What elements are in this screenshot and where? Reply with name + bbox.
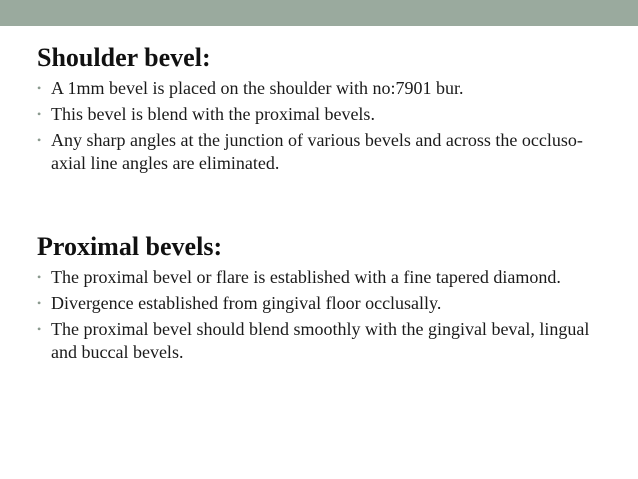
bullet-icon: • xyxy=(37,81,42,95)
bullet-icon: • xyxy=(37,107,42,121)
section-heading: Shoulder bevel: xyxy=(37,43,211,72)
bullet-item xyxy=(37,77,617,100)
bullet-text: Divergence established from gingival floor occlusally. xyxy=(51,293,442,313)
bullet-text: This bevel is blend with the proximal bevels. xyxy=(51,104,375,124)
bullet-text: The proximal bevel or flare is established with a fine tapered diamond. xyxy=(51,267,561,287)
bullet-item xyxy=(37,129,617,175)
section-proximal-bevels xyxy=(37,231,617,364)
section-heading: Proximal bevels: xyxy=(37,232,223,261)
bullet-item xyxy=(37,103,617,126)
bullet-icon: • xyxy=(37,296,42,310)
bullet-icon: • xyxy=(37,270,42,284)
bullet-icon: • xyxy=(37,322,42,336)
section-shoulder-bevel xyxy=(37,42,617,175)
slide-content xyxy=(37,42,617,364)
bullet-item xyxy=(37,318,617,364)
bullet-item xyxy=(37,292,617,315)
bullet-list xyxy=(37,266,617,364)
bullet-icon: • xyxy=(37,133,42,147)
top-accent-bar xyxy=(0,0,638,26)
bullet-text: The proximal bevel should blend smoothly with the gingival beval, lingual and buccal bevels. xyxy=(51,319,590,362)
bullet-text: A 1mm bevel is placed on the shoulder with no:7901 bur. xyxy=(51,78,464,98)
bullet-text: Any sharp angles at the junction of various bevels and across the occluso-axial line angles are eliminated. xyxy=(51,130,583,173)
bullet-list xyxy=(37,77,617,175)
bullet-item xyxy=(37,266,617,289)
